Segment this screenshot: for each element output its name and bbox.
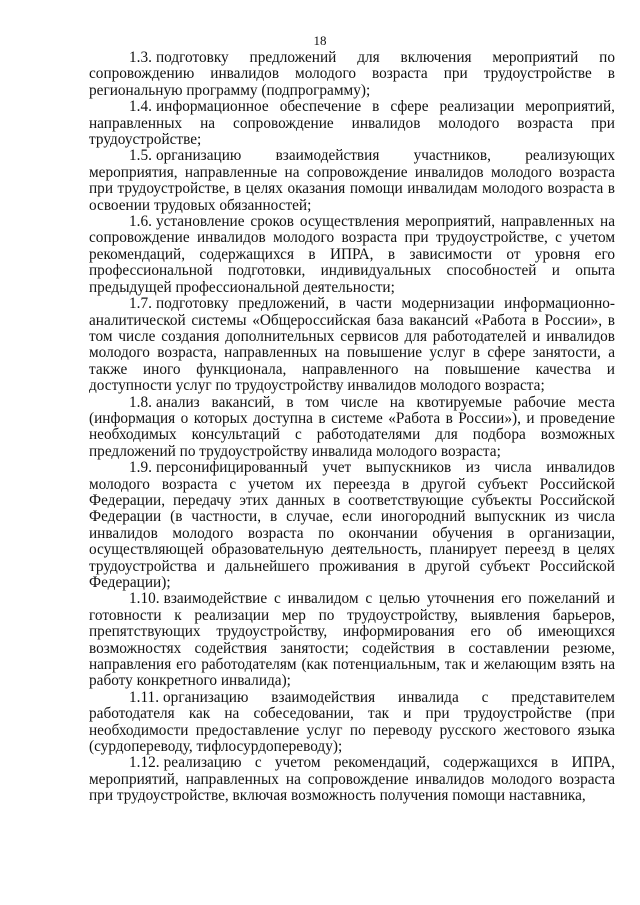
paragraph-1-9 — [89, 460, 615, 591]
paragraph-label: 1.11. — [129, 688, 160, 706]
paragraph-label: 1.10. — [129, 590, 160, 608]
paragraph-label: 1.12. — [129, 754, 160, 772]
paragraph-text: подготовку предложений, в части модернизации информационно-аналитической системы «Общероссийская база вакансий «Работа в России», в том числе создания дополнительных сервисов для работодателей и инвалидов молодого возраста, направленных на повышение услуг в сфере занятости, а также иного функционала, направленного на повышение качества и доступности услуг по трудоустройству инвалидов молодого возраста; — [89, 295, 615, 395]
paragraph-text: организацию взаимодействия инвалида с представителем работодателя как на собеседовании, так и при трудоустройстве (при необходимости предоставление услуг по переводу русского жестового языка (сурдопереводу, тифлосурдопереводу); — [89, 688, 615, 756]
document-body — [89, 50, 615, 805]
paragraph-text: взаимодействие с инвалидом с целью уточнения его пожеланий и готовности к реализации мер по трудоустройству, выявления барьеров, препятствующих трудоустройству, информирования его об имеющихся возможностях содействия занятости; содействия в составлении резюме, направления его работодателям (как потенциальным, так и желающим взять на работу конкретного инвалида); — [89, 590, 615, 690]
paragraph-label: 1.9. — [129, 459, 152, 477]
paragraph-text: информационное обеспечение в сфере реализации мероприятий, направленных на сопровождение инвалидов молодого возраста при трудоустройстве; — [89, 98, 615, 149]
paragraph-1-11 — [89, 690, 615, 756]
paragraph-label: 1.6. — [129, 213, 152, 231]
page-number: 18 — [313, 33, 327, 48]
paragraph-1-4 — [89, 99, 615, 148]
paragraph-text: подготовку предложений для включения мероприятий по сопровождению инвалидов молодого возраста при трудоустройстве в региональную программу (подпрограмму); — [89, 49, 615, 99]
paragraph-label: 1.7. — [129, 295, 152, 313]
paragraph-text: персонифицированный учет выпускников из числа инвалидов молодого возраста с учетом их переезда в другой субъект Российской Федерации, передачу этих данных в соответствующие субъекты Российской Федерации (в частности, в случае, если иногородний выпускник из числа инвалидов молодого возраста по окончании обучения в организации, осуществляющей образовательную деятельность, планирует переезд в целях трудоустройства и дальнейшего проживания в другой субъект Российской Федерации); — [89, 459, 615, 591]
paragraph-1-6 — [89, 214, 615, 296]
paragraph-label: 1.3. — [129, 49, 152, 66]
paragraph-label: 1.4. — [129, 98, 152, 116]
paragraph-1-8 — [89, 395, 615, 461]
paragraph-label: 1.8. — [129, 393, 152, 411]
paragraph-label: 1.5. — [129, 147, 152, 165]
paragraph-1-10 — [89, 591, 615, 689]
paragraph-1-7 — [89, 296, 615, 394]
paragraph-text: анализ вакансий, в том числе на квотируемые рабочие места (информация о которых доступна в системе «Работа в России»), и проведение необходимых консультаций с работодателями для подбора возможных предложений по трудоустройству инвалида молодого возраста; — [89, 393, 615, 460]
paragraph-1-5 — [89, 148, 615, 214]
paragraph-1-3 — [89, 50, 615, 99]
paragraph-text: реализацию с учетом рекомендаций, содержащихся в ИПРА, мероприятий, направленных на сопровождение инвалидов молодого возраста при трудоустройстве, включая возможность получения помощи наставника, — [89, 754, 615, 805]
paragraph-1-12 — [89, 755, 615, 804]
paragraph-text: установление сроков осуществления мероприятий, направленных на сопровождение инвалидов молодого возраста при трудоустройстве, с учетом рекомендаций, содержащихся в ИПРА, в зависимости от уровня его профессиональной подготовки, индивидуальных способностей и опыта предыдущей профессиональной деятельности; — [89, 213, 615, 296]
paragraph-text: организацию взаимодействия участников, реализующих мероприятия, направленные на сопровождение инвалидов молодого возраста при трудоустройстве, в целях оказания помощи инвалидам молодого возраста в освоении трудовых обязанностей; — [89, 147, 615, 214]
